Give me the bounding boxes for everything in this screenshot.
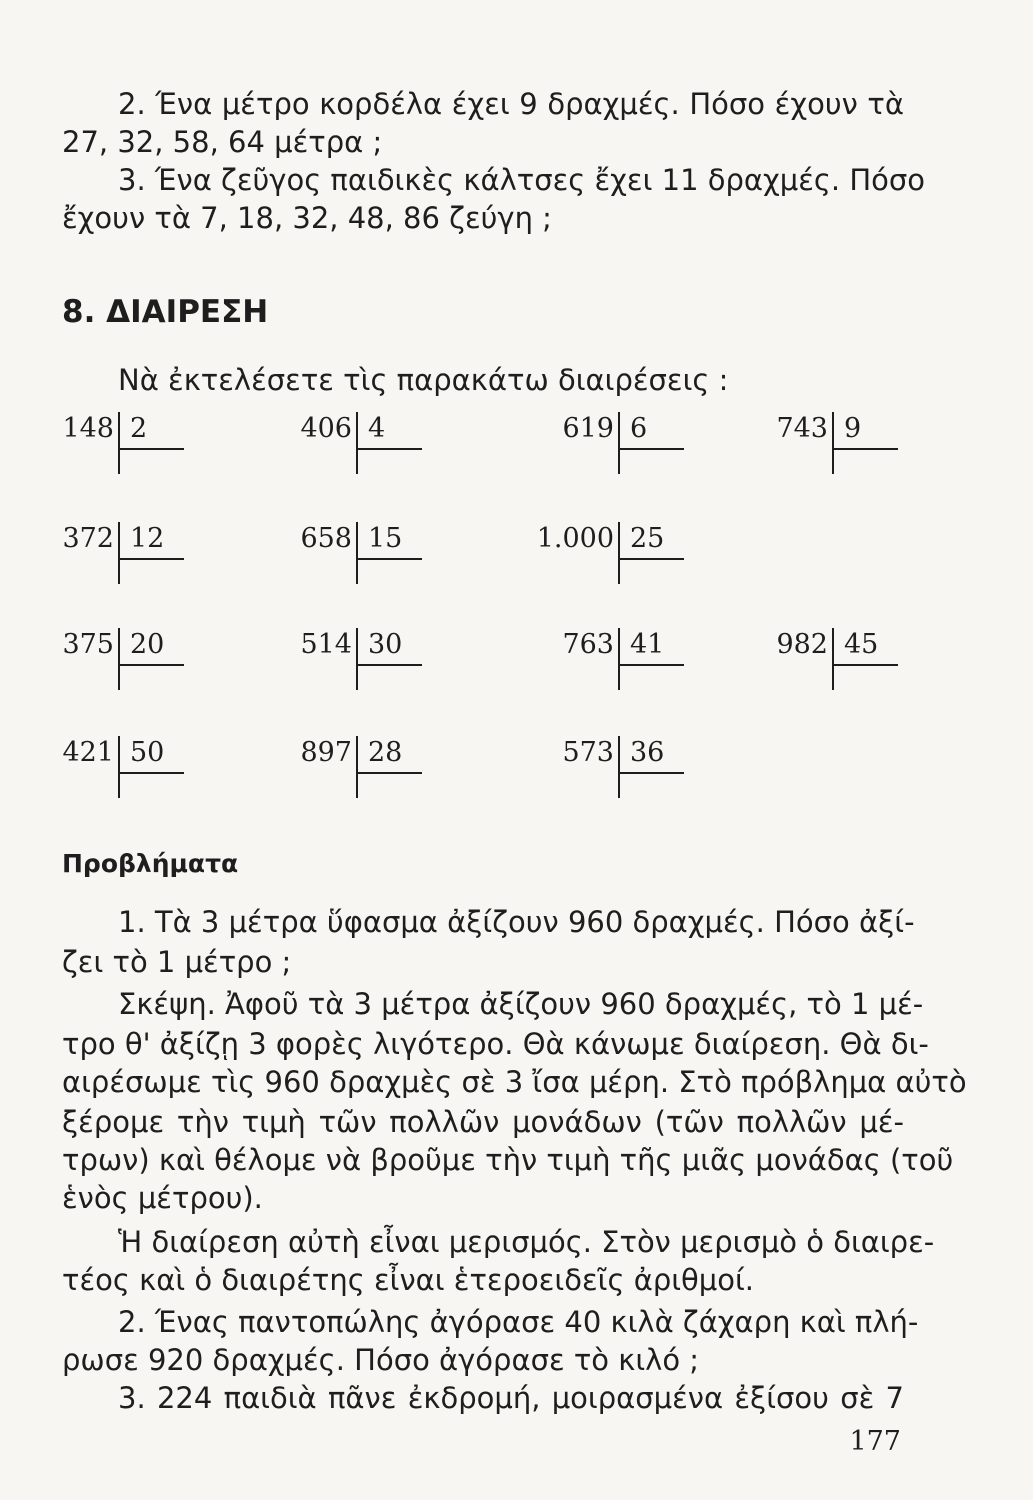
division-horizontal-bar bbox=[118, 558, 184, 560]
exercise-2-line-2: 27, 32, 58, 64 μέτρα ; bbox=[62, 125, 383, 159]
division-horizontal-bar bbox=[118, 772, 184, 774]
division-problem bbox=[298, 522, 428, 586]
division-horizontal-bar bbox=[118, 448, 184, 450]
division-horizontal-bar bbox=[356, 664, 422, 666]
note-line-2: τέος καὶ ὁ διαιρέτης εἶναι ἑτεροειδεῖς ἀριθμοί. bbox=[62, 1263, 755, 1297]
division-horizontal-bar bbox=[356, 772, 422, 774]
thinking-line-2: τρο θ' ἀξίζῃ 3 φορὲς λιγότερο. Θὰ κάνωμε διαίρεση. Θὰ δι- bbox=[62, 1027, 929, 1061]
problem-3-line-1: 3. 224 παιδιὰ πᾶνε ἐκδρομή, μοιρασμένα ἐξίσου σὲ 7 bbox=[118, 1381, 904, 1415]
divisor: 20 bbox=[130, 629, 165, 660]
dividend: 1.000 bbox=[536, 523, 614, 554]
dividend: 982 bbox=[776, 629, 828, 660]
division-vertical-bar bbox=[356, 628, 358, 690]
division-vertical-bar bbox=[356, 522, 358, 584]
thinking-line-5: τρων) καὶ θέλομε νὰ βροῦμε τὴν τιμὴ τῆς μιᾶς μονάδας (τοῦ bbox=[62, 1143, 954, 1177]
division-horizontal-bar bbox=[356, 448, 422, 450]
division-problem bbox=[560, 628, 690, 692]
dividend: 372 bbox=[62, 523, 114, 554]
division-horizontal-bar bbox=[832, 448, 898, 450]
divisor: 9 bbox=[844, 413, 862, 444]
division-vertical-bar bbox=[356, 736, 358, 798]
division-horizontal-bar bbox=[618, 448, 684, 450]
division-problem bbox=[60, 522, 190, 586]
divisor: 2 bbox=[130, 413, 148, 444]
division-vertical-bar bbox=[118, 628, 120, 690]
division-horizontal-bar bbox=[618, 772, 684, 774]
divisor: 41 bbox=[630, 629, 665, 660]
page-number: 177 bbox=[849, 1426, 901, 1457]
division-horizontal-bar bbox=[618, 664, 684, 666]
division-horizontal-bar bbox=[356, 558, 422, 560]
division-vertical-bar bbox=[118, 412, 120, 474]
dividend: 619 bbox=[562, 413, 614, 444]
divisor: 6 bbox=[630, 413, 648, 444]
dividend: 421 bbox=[62, 737, 114, 768]
divisor: 45 bbox=[844, 629, 879, 660]
dividend: 897 bbox=[300, 737, 352, 768]
division-horizontal-bar bbox=[832, 664, 898, 666]
dividend: 514 bbox=[300, 629, 352, 660]
exercise-3-line-1: 3. Ένα ζεῦγος παιδικὲς κάλτσες ἔχει 11 δραχμές. Πόσο bbox=[118, 163, 926, 197]
division-problem bbox=[298, 412, 428, 476]
problems-title: Προβλήματα bbox=[62, 849, 239, 878]
divisor: 36 bbox=[630, 737, 665, 768]
division-problem bbox=[774, 628, 904, 692]
thinking-line-3: αιρέσωμε τὶς 960 δραχμὲς σὲ 3 ἴσα μέρη. Στὸ πρόβλημα αὐτὸ bbox=[62, 1065, 967, 1099]
division-instruction: Νὰ ἐκτελέσετε τὶς παρακάτω διαιρέσεις : bbox=[118, 363, 729, 397]
exercise-2-line-1: 2. Ένα μέτρο κορδέλα έχει 9 δραχμές. Πόσο έχουν τὰ bbox=[118, 87, 904, 121]
problem-1-line-1: 1. Τὰ 3 μέτρα ὕφασμα ἀξίζουν 960 δραχμές. Πόσο ἀξί- bbox=[118, 905, 915, 939]
division-vertical-bar bbox=[118, 736, 120, 798]
division-problem bbox=[560, 736, 690, 800]
division-problem bbox=[60, 412, 190, 476]
division-problem bbox=[536, 522, 690, 586]
division-horizontal-bar bbox=[118, 664, 184, 666]
dividend: 658 bbox=[300, 523, 352, 554]
note-line-1: Ἡ διαίρεση αὐτὴ εἶναι μερισμός. Στὸν μερισμὸ ὁ διαιρε- bbox=[118, 1225, 935, 1259]
dividend: 406 bbox=[300, 413, 352, 444]
division-vertical-bar bbox=[618, 412, 620, 474]
divisor: 50 bbox=[130, 737, 165, 768]
division-problem bbox=[60, 628, 190, 692]
thinking-line-6: ἑνὸς μέτρου). bbox=[62, 1181, 263, 1215]
problem-2-line-2: ρωσε 920 δραχμές. Πόσο ἀγόρασε τὸ κιλό ; bbox=[62, 1343, 700, 1377]
dividend: 743 bbox=[776, 413, 828, 444]
division-vertical-bar bbox=[832, 412, 834, 474]
problem-1-line-2: ζει τὸ 1 μέτρο ; bbox=[62, 945, 292, 979]
divisor: 12 bbox=[130, 523, 165, 554]
dividend: 573 bbox=[562, 737, 614, 768]
divisor: 30 bbox=[368, 629, 403, 660]
divisor: 25 bbox=[630, 523, 665, 554]
dividend: 763 bbox=[562, 629, 614, 660]
dividend: 375 bbox=[62, 629, 114, 660]
division-problem bbox=[560, 412, 690, 476]
division-problem bbox=[774, 412, 904, 476]
exercise-3-line-2: ἔχουν τὰ 7, 18, 32, 48, 86 ζεύγη ; bbox=[62, 201, 552, 235]
division-vertical-bar bbox=[832, 628, 834, 690]
thinking-line-1: Σκέψη. Ἀφοῦ τὰ 3 μέτρα ἀξίζουν 960 δραχμές, τὸ 1 μέ- bbox=[118, 987, 924, 1021]
dividend: 148 bbox=[62, 413, 114, 444]
division-problem bbox=[298, 736, 428, 800]
thinking-line-4: ξέρομε τὴν τιμὴ τῶν πολλῶν μονάδων (τῶν πολλῶν μέ- bbox=[62, 1105, 904, 1139]
division-vertical-bar bbox=[618, 522, 620, 584]
divisor: 28 bbox=[368, 737, 403, 768]
problem-2-line-1: 2. Ένας παντοπώλης ἀγόρασε 40 κιλὰ ζάχαρη καὶ πλή- bbox=[118, 1305, 919, 1339]
division-vertical-bar bbox=[618, 628, 620, 690]
division-vertical-bar bbox=[618, 736, 620, 798]
division-vertical-bar bbox=[356, 412, 358, 474]
section-title: 8. ΔΙΑΙΡΕΣΗ bbox=[62, 294, 269, 330]
division-problem bbox=[60, 736, 190, 800]
divisor: 4 bbox=[368, 413, 386, 444]
division-horizontal-bar bbox=[618, 558, 684, 560]
division-problem bbox=[298, 628, 428, 692]
division-vertical-bar bbox=[118, 522, 120, 584]
divisor: 15 bbox=[368, 523, 403, 554]
